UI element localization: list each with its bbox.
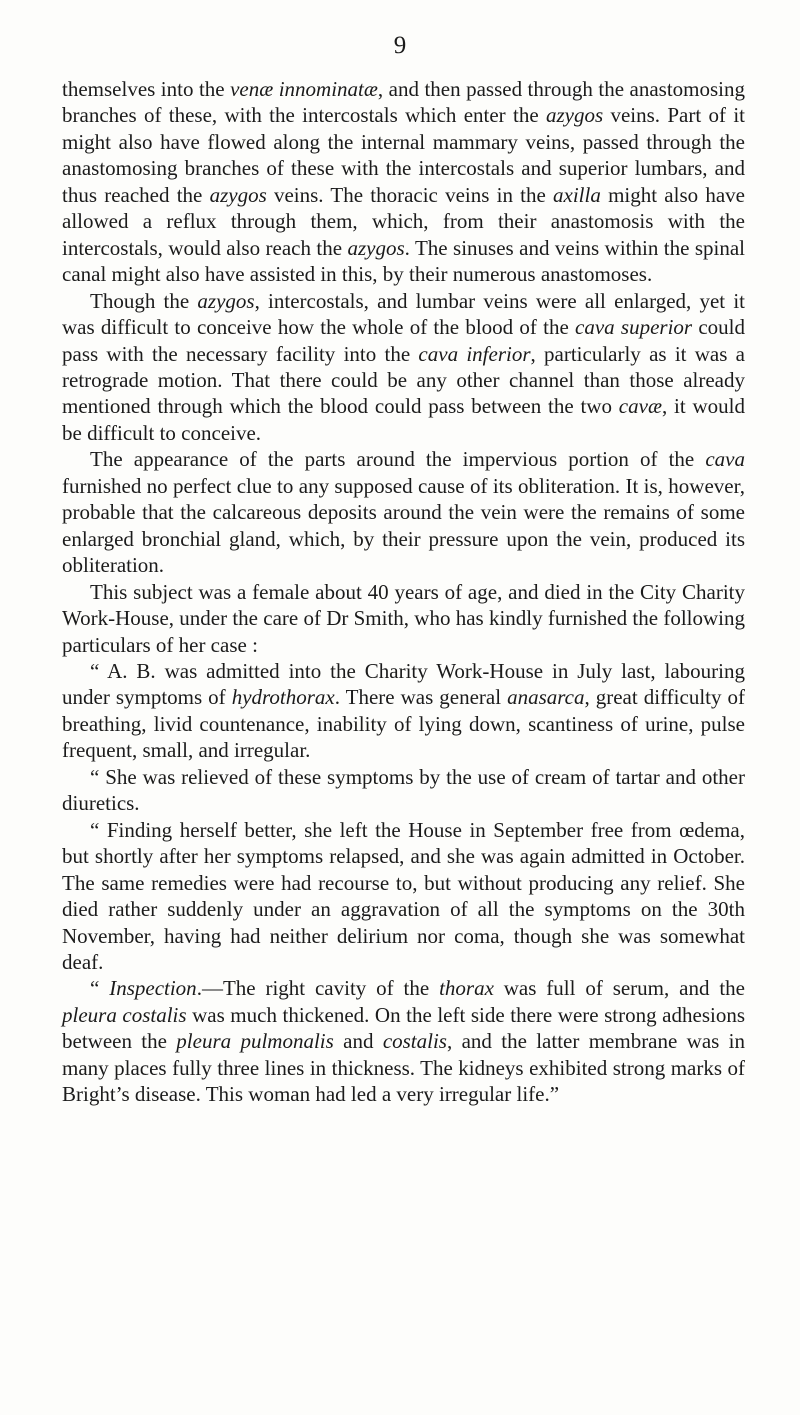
italic-term: Inspection — [109, 976, 197, 1001]
italic-term: azygos — [209, 182, 267, 207]
italic-term: cava — [705, 447, 745, 472]
text-run: , and the latter membrane was in many places fully three lines in thickness. The kidneys exhibited strong marks of Bright’s disease. This woman had led a very irregular life.” — [62, 1029, 745, 1107]
text-run: Though the — [90, 288, 198, 313]
text-run: . There was general — [334, 685, 508, 710]
italic-term: hydrothorax — [231, 685, 335, 710]
italic-term: pleura pulmonalis — [176, 1029, 334, 1054]
italic-term: costalis — [382, 1029, 447, 1054]
italic-term: azygos — [197, 288, 255, 313]
text-run: “ Finding herself better, she left the House in September free from œdema, but shortly after her symptoms relapsed, and she was again admitted in October. The same remedies were had recourse to, but without producing any relief. She died rather suddenly under an aggravation of all the symptoms on the 30th November, having had neither delirium nor coma, though she was somewhat deaf. — [62, 817, 745, 974]
text-run: , and then passed through the anastomosing branches of these, with the intercostals which enter the — [62, 77, 745, 128]
text-run: “ A. B. was admitted into the Charity Work-House in July last, labouring under symptoms of — [62, 658, 745, 710]
italic-term: anasarca — [507, 685, 585, 710]
text-run: might also have allowed a reflux through them, which, from their anastomosis with the intercostals, would also reach the — [62, 182, 745, 260]
paragraph — [62, 446, 745, 578]
paragraph — [62, 764, 745, 817]
italic-term: pleura costalis — [62, 1002, 187, 1027]
paragraph — [62, 658, 745, 764]
body-text — [62, 76, 745, 1108]
italic-term: axilla — [553, 182, 601, 207]
text-run: .—The right cavity of the — [196, 976, 440, 1001]
italic-term: azygos — [545, 103, 604, 128]
italic-term: thorax — [439, 976, 494, 1001]
italic-term: venæ innominatæ — [230, 77, 378, 101]
text-run: , particularly as it was a retrograde motion. That there could be any other channel than those already mentioned through which the blood could pass between the two — [62, 341, 745, 419]
text-run: . The sinuses and veins within the spinal canal might also have assisted in this, by their numerous anastomoses. — [62, 235, 745, 287]
italic-term: cava inferior — [418, 341, 531, 366]
italic-term: cavæ — [618, 394, 662, 419]
text-run: , great difficulty of breathing, livid countenance, inability of lying down, scantiness of urine, pulse frequent, small, and irregular. — [62, 685, 745, 763]
text-run: and — [333, 1029, 383, 1054]
text-run: could pass with the necessary facility into the — [62, 315, 745, 366]
italic-term: cava superior — [575, 315, 693, 340]
paragraph — [62, 975, 745, 1107]
text-run: The appearance of the parts around the impervious portion of the — [90, 447, 706, 472]
text-run: , it would be difficult to conceive. — [62, 394, 745, 445]
paragraph — [62, 817, 745, 976]
text-run: “ She was relieved of these symptoms by the use of cream of tartar and other diuretics. — [62, 764, 745, 816]
paragraph — [62, 288, 745, 447]
italic-term: azygos — [347, 235, 405, 260]
paragraph — [62, 579, 745, 658]
text-run: veins. The thoracic veins in the — [266, 182, 554, 207]
text-run: was much thickened. On the left side there were strong adhesions between the — [62, 1002, 745, 1054]
text-run: furnished no perfect clue to any supposed cause of its obliteration. It is, however, probable that the calcareous deposits around the vein were the remains of some enlarged bronchial gland, which, by their pressure upon the vein, produced its obliteration. — [62, 473, 745, 578]
paragraph — [62, 76, 745, 288]
text-run: was full of serum, and the — [493, 976, 745, 1001]
text-run: , intercostals, and lumbar veins were all enlarged, yet it was difficult to conceive how the whole of the blood of the — [62, 288, 746, 340]
text-run: veins. Part of it might also have flowed along the internal mammary veins, passed through the anastomosing branches of these with the intercostals and superior lumbars, and thus reached the — [62, 103, 746, 207]
page-number: 9 — [393, 32, 407, 59]
text-run: themselves into the — [62, 77, 231, 101]
text-run: This subject was a female about 40 years of age, and died in the City Charity Work-House, under the care of Dr Smith, who has kindly furnished the following particulars of her case : — [62, 579, 746, 657]
text-run: “ — [90, 976, 110, 1001]
